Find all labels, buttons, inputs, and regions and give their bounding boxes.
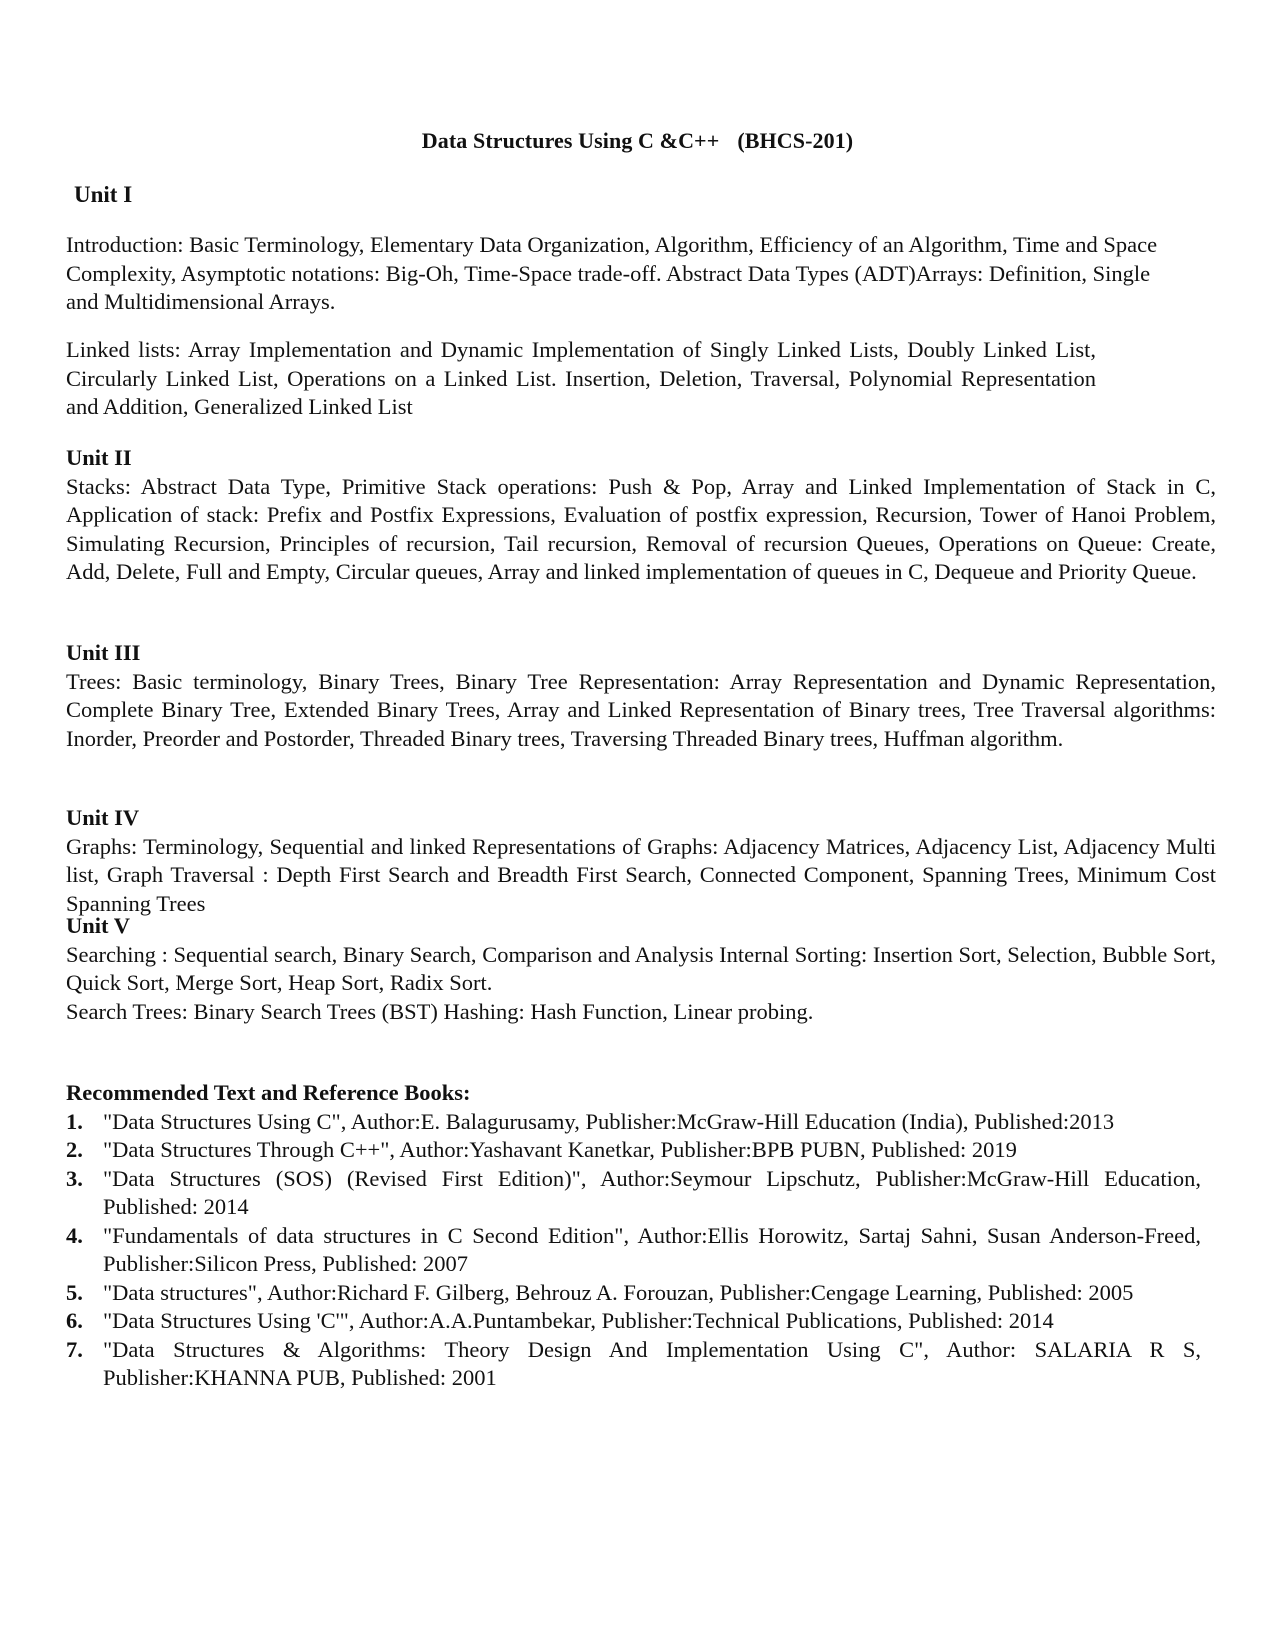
unit-3-trees-paragraph: Trees: Basic terminology, Binary Trees, Binary Tree Representation: Array Representation and Dynamic Representation, Complete Binary Tree, Extended Binary Trees, Array and Linked Representation of Binary trees, Tree Traversal algorithms: Inorder, Preorder and Postorder, Threaded Binary trees, Traversing Threaded Binary trees, Huffman algorithm. — [66, 668, 1216, 751]
books-heading: Recommended Text and Reference Books: — [66, 1080, 471, 1105]
book-number: 4. — [66, 1222, 83, 1248]
unit-3-section — [66, 639, 1216, 753]
unit-4-section — [66, 804, 1216, 918]
course-code: (BHCS-201) — [737, 128, 854, 153]
book-text: "Data Structures & Algorithms: Theory Design And Implementation Using C", Author: SALARIA R S, Publisher:KHANNA PUB, Published: 2001 — [103, 1336, 1201, 1390]
unit-3-heading: Unit III — [66, 640, 141, 665]
unit-2-section — [66, 444, 1216, 587]
document-title — [0, 128, 1275, 154]
course-title: Data Structures Using C &C++ — [421, 128, 720, 153]
unit-5-heading: Unit V — [66, 913, 130, 938]
unit-5-section — [66, 912, 1216, 1026]
book-text: "Data Structures Through C++", Author:Yashavant Kanetkar, Publisher:BPB PUBN, Published: 2019 — [103, 1137, 1017, 1162]
book-item — [66, 1108, 1201, 1137]
book-item — [66, 1222, 1201, 1279]
book-text: "Fundamentals of data structures in C Second Edition", Author:Ellis Horowitz, Sartaj Sahni, Susan Anderson-Freed, Publisher:Silicon Press, Published: 2007 — [103, 1222, 1201, 1276]
unit-5-search-trees-paragraph: Search Trees: Binary Search Trees (BST) Hashing: Hash Function, Linear probing. — [66, 998, 814, 1024]
book-item — [66, 1336, 1201, 1393]
book-item — [66, 1307, 1201, 1336]
book-text: "Data Structures Using 'C'", Author:A.A.Puntambekar, Publisher:Technical Publications, Published: 2014 — [103, 1308, 1054, 1333]
unit-1-heading: Unit I — [74, 182, 133, 207]
unit-2-stacks-paragraph: Stacks: Abstract Data Type, Primitive Stack operations: Push & Pop, Array and Linked Implementation of Stack in C, Application of stack: Prefix and Postfix Expressions, Evaluation of postfix expression, Recursion, Tower of Hanoi Problem, Simulating Recursion, Principles of recursion, Tail recursion, Removal of recursion Queues, Operations on Queue: Create, Add, Delete, Full and Empty, Circular queues, Array and linked implementation of queues in C, Dequeue and Priority Queue. — [66, 473, 1216, 584]
book-number: 2. — [66, 1137, 83, 1162]
unit-2-heading: Unit II — [66, 445, 132, 470]
book-number: 5. — [66, 1279, 83, 1305]
books-section — [66, 1079, 1216, 1393]
book-item — [66, 1165, 1201, 1222]
book-number: 3. — [66, 1165, 83, 1191]
book-number: 7. — [66, 1336, 83, 1362]
book-text: "Data structures", Author:Richard F. Gilberg, Behrouz A. Forouzan, Publisher:Cengage Learning, Published: 2005 — [103, 1279, 1134, 1305]
book-text: "Data Structures Using C", Author:E. Balagurusamy, Publisher:McGraw-Hill Education (India), Published:2013 — [103, 1108, 1115, 1134]
book-text: "Data Structures (SOS) (Revised First Edition)", Author:Seymour Lipschutz, Publisher:McGraw-Hill Education, Published: 2014 — [103, 1165, 1201, 1219]
unit-4-heading: Unit IV — [66, 805, 140, 830]
book-item — [66, 1279, 1201, 1308]
book-item — [66, 1136, 1201, 1165]
unit-1-introduction-paragraph: Introduction: Basic Terminology, Elementary Data Organization, Algorithm, Efficiency of an Algorithm, Time and Space Complexity, Asymptotic notations: Big-Oh, Time-Space trade-off. Abstract Data Types (ADT)Arrays: Definition, Single and Multidimensional Arrays. — [66, 232, 1158, 314]
book-number: 6. — [66, 1308, 83, 1333]
book-number: 1. — [66, 1108, 83, 1134]
book-list — [66, 1108, 1216, 1393]
unit-4-graphs-paragraph: Graphs: Terminology, Sequential and linked Representations of Graphs: Adjacency Matrices, Adjacency List, Adjacency Multi list, Graph Traversal : Depth First Search and Breadth First Search, Connected Component, Spanning Trees, Minimum Cost Spanning Trees — [66, 833, 1216, 916]
unit-5-searching-paragraph: Searching : Sequential search, Binary Search, Comparison and Analysis Internal Sorting: Insertion Sort, Selection, Bubble Sort, Quick Sort, Merge Sort, Heap Sort, Radix Sort. — [66, 941, 1216, 995]
unit-1-linked-lists-paragraph: Linked lists: Array Implementation and Dynamic Implementation of Singly Linked Lists, Doubly Linked List, Circularly Linked List, Operations on a Linked List. Insertion, Deletion, Traversal, Polynomial Representation and Addition, Generalized Linked List — [66, 337, 1096, 419]
